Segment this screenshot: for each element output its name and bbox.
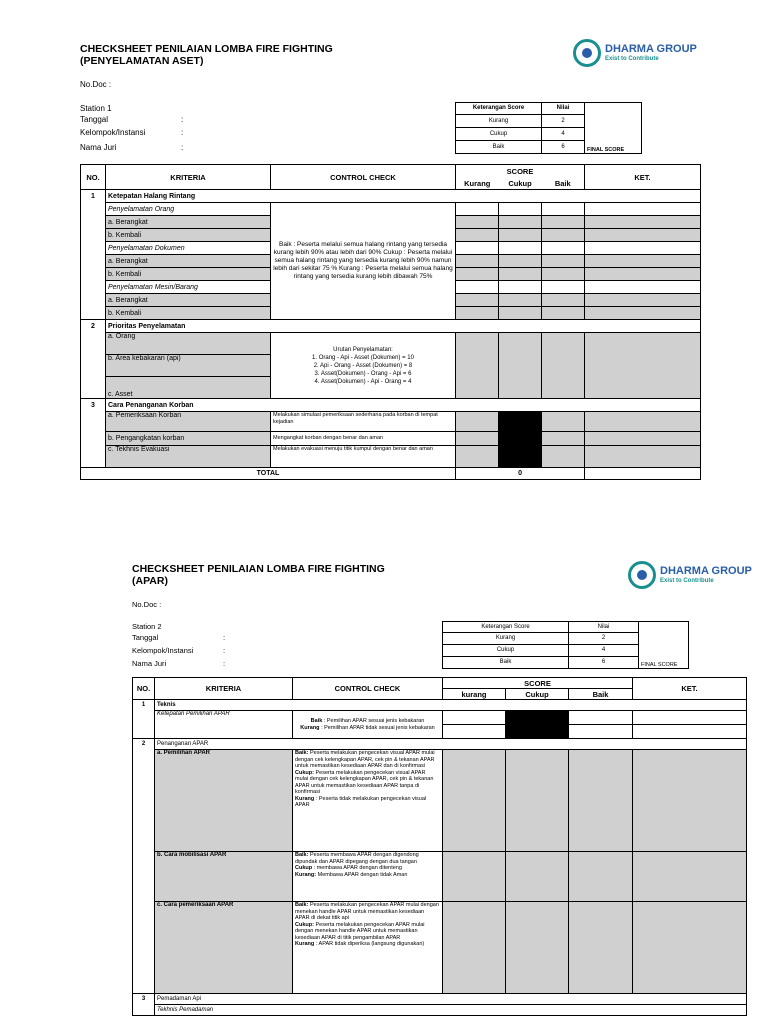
score-cell-blocked	[506, 711, 569, 725]
ket-cell[interactable]	[585, 307, 701, 320]
legend-row-value: 4	[542, 128, 585, 141]
col-control: CONTROL CHECK	[293, 678, 443, 700]
col-ket: KET.	[585, 165, 701, 190]
sec3-pemeriksaan: a. Pemeriksaan Korban	[106, 412, 271, 432]
score-cell[interactable]	[542, 229, 585, 242]
score-cell[interactable]	[499, 307, 542, 320]
col-baik: Baik	[542, 178, 585, 190]
sec1-berangkat: a. Berangkat	[106, 294, 271, 307]
sec1-berangkat: a. Berangkat	[106, 216, 271, 229]
lbl-cukup: Cukup:	[295, 769, 314, 776]
final-score-label: FINAL SCORE	[587, 146, 625, 153]
ctrl-baik-text: : Pemilihan APAR sesuai jenis kebakaran	[322, 718, 425, 724]
sheet1-field-kelompok: Kelompok/Instansi	[80, 128, 146, 137]
ket-cell[interactable]	[633, 852, 747, 902]
score-cell[interactable]	[456, 268, 499, 281]
legend-row-value: 4	[569, 645, 639, 657]
s2-sec2-title: Penanganan APAR	[155, 739, 747, 750]
sec1-kembali: b. Kembali	[106, 268, 271, 281]
ctrl-text: : APAR tidak diperiksa (langsung digunakan)	[315, 941, 425, 947]
s2-sec1-no: 1	[133, 700, 155, 711]
col-no: NO.	[81, 165, 106, 190]
s2-sec3-title: Pemadaman Api	[155, 994, 747, 1005]
score-cell[interactable]	[456, 412, 499, 432]
sec2-control-check	[271, 333, 456, 399]
legend-row-value: 2	[569, 633, 639, 645]
sec3-pengangkatan-ctrl: Mengangkat korban dengan benar dan aman	[271, 432, 456, 446]
lbl-cukup: Cukup:	[295, 921, 314, 928]
sec3-evakuasi: c. Tekhnis Evakuasi	[106, 446, 271, 468]
s2-mobilisasi: b. Cara mobilisasi APAR	[155, 852, 293, 902]
ket-cell[interactable]	[633, 711, 747, 725]
score-cell[interactable]	[456, 333, 499, 399]
ctrl-text: : Peserta tidak melakukan pengecekan visual APAR	[295, 795, 427, 808]
legend-row-name: Kurang	[443, 633, 569, 645]
score-cell[interactable]	[542, 268, 585, 281]
col-ket: KET.	[633, 678, 747, 700]
sheet2-field-sep: :	[223, 659, 226, 668]
ctrl-kurang-text: : Pemilihan APAR tidak sesuai jenis kebakaran	[319, 724, 435, 731]
ket-cell[interactable]	[585, 446, 701, 468]
lbl-kurang: Kurang	[295, 795, 315, 802]
sec2-control-title: Urutan Penyelamatan:	[333, 346, 393, 353]
legend-header-nilai: Nilai	[569, 622, 639, 633]
sheet2-title-line2: (APAR)	[132, 575, 168, 587]
score-cell[interactable]	[569, 711, 633, 725]
score-cell[interactable]	[443, 711, 506, 725]
sheet2-field-kelompok: Kelompok/Instansi	[132, 646, 194, 655]
score-cell[interactable]	[456, 446, 499, 468]
legend-row-value: 2	[542, 115, 585, 128]
ket-cell[interactable]	[585, 216, 701, 229]
score-cell[interactable]	[542, 446, 585, 468]
score-cell[interactable]	[569, 852, 633, 902]
score-cell[interactable]	[542, 294, 585, 307]
score-cell[interactable]	[569, 725, 633, 739]
score-cell[interactable]	[443, 902, 506, 994]
sheet2-field-sep: :	[223, 633, 226, 642]
sec2-control-item: 3. Asset(Dokumen) - Orang - Api = 6	[314, 370, 412, 377]
s2-sec1-sub: Ketepatan Pemilihan APAR	[155, 711, 293, 739]
score-cell[interactable]	[506, 902, 569, 994]
sec3-no: 3	[81, 399, 106, 412]
legend-row-name: Cukup	[456, 128, 542, 141]
sheet2-title-line1: CHECKSHEET PENILAIAN LOMBA FIRE FIGHTING	[132, 563, 385, 575]
col-kurang: kurang	[443, 689, 506, 700]
sheet2-score-legend	[442, 621, 689, 669]
sheet2-field-sep: :	[223, 646, 226, 655]
sec3-title: Cara Penanganan Korban	[106, 399, 456, 412]
ctrl-text: Peserta melakukan pengecekan visual APAR mulai dengan cek kelengkapan APAR, cek pin & tekanan APAR untuk memastikan kesediaan APAR tanpa di konfirmasi	[295, 769, 434, 795]
total-label: TOTAL	[81, 468, 456, 480]
sheet1-no-doc: No.Doc :	[80, 80, 112, 89]
sheet1-station: Station 1	[80, 104, 112, 113]
sec2-no: 2	[81, 320, 106, 333]
score-cell[interactable]	[499, 333, 542, 399]
score-cell[interactable]	[499, 268, 542, 281]
sec1-control-check: Baik : Peserta melalui semua halang rintang yang tersedia kurang lebih 90% atau lebih dari 90% Cukup : Peserta melalui semua halang rintang yang tersedia kurang lebih 90% namun lebih dari sekitar 75 % Kurang : Peserta melalui semua halang rintang yang tersedia kurang lebih dibawah 75%	[271, 203, 456, 320]
col-score: SCORE	[443, 678, 633, 689]
sheet1-field-sep: :	[181, 128, 184, 137]
ctrl-text: Peserta melakukan pengecekan APAR mulai dengan menekan handle APAR untuk memastikan kesediaan APAR di titik pengambilan APAR	[295, 921, 425, 941]
legend-header-nilai: Nilai	[542, 103, 585, 115]
ctrl-text: Peserta membawa APAR dengan digendong dipundak dan APAR dipegang dengan dua tangan	[295, 852, 419, 865]
score-cell[interactable]	[443, 725, 506, 739]
score-cell[interactable]	[542, 216, 585, 229]
score-cell[interactable]	[506, 750, 569, 852]
ket-cell[interactable]	[633, 902, 747, 994]
logo-tagline: Exist to Contribute	[605, 55, 659, 62]
dharma-logo-icon	[573, 39, 601, 67]
score-cell[interactable]	[499, 255, 542, 268]
sheet1-title-line1: CHECKSHEET PENILAIAN LOMBA FIRE FIGHTING	[80, 43, 333, 55]
score-cell-blocked	[499, 432, 542, 446]
score-cell[interactable]	[456, 229, 499, 242]
final-score-box[interactable]	[639, 622, 689, 669]
sec1-no: 1	[81, 190, 106, 203]
score-cell[interactable]	[456, 216, 499, 229]
legend-row-name: Cukup	[443, 645, 569, 657]
legend-header-keterangan: Keterangan Score	[443, 622, 569, 633]
sec1-title: Ketepatan Halang Rintang	[106, 190, 456, 203]
ctrl-text: Peserta melakukan pengecekan APAR mulai dengan menekan handle APAR untuk memastikan kesediaan APAR di dekat titik api	[295, 902, 439, 921]
sec2-area: b. Area kebakaran (api)	[106, 355, 271, 377]
total-value: 0	[456, 468, 585, 480]
col-score: SCORE	[456, 165, 585, 178]
sheet1-field-tanggal: Tanggal	[80, 115, 109, 124]
sec2-orang: a. Orang	[106, 333, 271, 355]
sheet1-main-table	[80, 164, 701, 480]
ket-cell[interactable]	[585, 294, 701, 307]
s2-pemeriksaan-ctrl	[293, 902, 443, 994]
ctrl-text: Peserta melakukan pengecekan visual APAR mulai dengan cek kelengkapan APAR, cek pin & tekanan APAR untuk memastikan kesediaan APAR dan di konfirmasi	[295, 750, 435, 769]
col-no: NO.	[133, 678, 155, 700]
sec1-sub-orang: Penyelamatan Orang	[106, 203, 271, 216]
score-cell[interactable]	[456, 307, 499, 320]
ctrl-text: : membawa APAR dengan ditenteng	[313, 865, 402, 871]
ctrl-kurang-label: Kurang	[300, 724, 320, 731]
s2-sec1-control	[293, 711, 443, 739]
sec2-control-item: 1. Orang - Api - Asset (Dokumen) = 10	[312, 354, 414, 361]
sheet1-title	[80, 43, 333, 67]
col-kriteria: KRITERIA	[106, 165, 271, 190]
sheet1-field-juri: Nama Juri	[80, 143, 117, 152]
final-score-box[interactable]	[585, 103, 642, 154]
score-cell[interactable]	[499, 216, 542, 229]
legend-header-keterangan: Keterangan Score	[456, 103, 542, 115]
sheet2-no-doc: No.Doc :	[132, 600, 162, 609]
logo-brand: DHARMA GROUP	[605, 42, 697, 55]
ket-cell[interactable]	[585, 412, 701, 432]
s2-pemeriksaan: c. Cara pemeriksaan APAR	[155, 902, 293, 994]
score-cell-blocked	[506, 725, 569, 739]
score-cell[interactable]	[443, 750, 506, 852]
s2-sec3-no: 3	[133, 994, 155, 1005]
sec2-control-item: 2. Api - Orang - Asset (Dokumen) = 8	[313, 362, 413, 369]
score-cell-blocked	[499, 446, 542, 468]
col-kurang: Kurang	[456, 178, 499, 190]
score-cell[interactable]	[456, 432, 499, 446]
ket-cell[interactable]	[633, 750, 747, 852]
s2-pemilihan: a. Pemilihan APAR	[155, 750, 293, 852]
score-cell[interactable]	[456, 255, 499, 268]
sec3-pengangkatan: b. Pengangkatan korban	[106, 432, 271, 446]
legend-row-name: Baik	[443, 657, 569, 669]
logo-tagline: Exist to Contribute	[660, 577, 714, 584]
ket-cell[interactable]	[585, 229, 701, 242]
sec1-sub-dokumen: Penyelamatan Dokumen	[106, 242, 271, 255]
score-cell[interactable]	[456, 294, 499, 307]
sec1-berangkat: a. Berangkat	[106, 255, 271, 268]
sec2-asset: c. Asset	[106, 377, 271, 399]
s2-pemilihan-ctrl	[293, 750, 443, 852]
legend-row-value: 6	[542, 141, 585, 154]
lbl-baik: Baik:	[295, 750, 309, 756]
score-cell[interactable]	[569, 750, 633, 852]
score-cell[interactable]	[443, 852, 506, 902]
score-cell[interactable]	[499, 229, 542, 242]
ket-cell[interactable]	[585, 268, 701, 281]
sec1-kembali: b. Kembali	[106, 307, 271, 320]
ket-cell[interactable]	[585, 255, 701, 268]
dharma-logo-icon	[628, 561, 656, 589]
score-cell[interactable]	[542, 307, 585, 320]
col-cukup: Cukup	[506, 689, 569, 700]
sheet2-title	[132, 563, 385, 587]
sheet2-field-juri: Nama Juri	[132, 659, 167, 668]
sheet1-score-legend	[455, 102, 642, 154]
s2-sec3-sub: Tekhnis Pemadaman	[155, 1005, 747, 1016]
sec3-evakuasi-ctrl: Melakukan evakuasi menuju titik kumpul dengan benar dan aman	[271, 446, 456, 468]
sec1-sub-mesin: Penyelamatan Mesin/Barang	[106, 281, 271, 294]
sheet2-field-tanggal: Tanggal	[132, 633, 159, 642]
sec2-title: Prioritas Penyelamatan	[106, 320, 456, 333]
sheet1-field-sep: :	[181, 115, 184, 124]
legend-row-value: 6	[569, 657, 639, 669]
score-cell-blocked	[499, 412, 542, 432]
ket-cell[interactable]	[633, 725, 747, 739]
col-baik: Baik	[569, 689, 633, 700]
score-cell[interactable]	[506, 852, 569, 902]
ctrl-text: Membawa APAR dengan tidak Aman	[317, 871, 408, 878]
s2-sec1-title: Teknis	[155, 700, 747, 711]
dharma-logo	[628, 561, 752, 589]
score-cell[interactable]	[499, 294, 542, 307]
sec2-control-item: 4. Asset(Dokumen) - Api - Orang = 4	[314, 378, 412, 385]
lbl-kurang: Kurang:	[295, 871, 317, 878]
sec1-kembali: b. Kembali	[106, 229, 271, 242]
col-control: CONTROL CHECK	[271, 165, 456, 190]
sheet1-field-sep: :	[181, 143, 184, 152]
sheet2-main-table	[132, 677, 747, 1016]
lbl-baik: Baik:	[295, 852, 309, 858]
ket-cell[interactable]	[585, 333, 701, 399]
legend-row-name: Baik	[456, 141, 542, 154]
ctrl-baik-label: Baik	[310, 718, 323, 724]
col-cukup: Cukup	[499, 178, 542, 190]
s2-mobilisasi-ctrl	[293, 852, 443, 902]
sheet1-title-line2: (PENYELAMATAN ASET)	[80, 55, 204, 67]
score-cell[interactable]	[569, 902, 633, 994]
lbl-cukup: Cukup	[295, 865, 313, 871]
lbl-kurang: Kurang	[295, 941, 315, 947]
score-cell[interactable]	[542, 255, 585, 268]
score-cell[interactable]	[542, 333, 585, 399]
s2-sec2-no: 2	[133, 739, 155, 750]
legend-row-name: Kurang	[456, 115, 542, 128]
sec3-pemeriksaan-ctrl: Melakukan simulasi pemeriksaan sederhana pada korban di tempat kejadian	[271, 412, 456, 432]
dharma-logo	[573, 39, 697, 67]
logo-brand: DHARMA GROUP	[660, 564, 752, 577]
final-score-label: FINAL SCORE	[641, 661, 678, 668]
col-kriteria: KRITERIA	[155, 678, 293, 700]
sheet2-station: Station 2	[132, 622, 162, 631]
score-cell[interactable]	[542, 432, 585, 446]
ket-cell[interactable]	[585, 432, 701, 446]
score-cell[interactable]	[542, 412, 585, 432]
lbl-baik: Baik:	[295, 902, 309, 908]
